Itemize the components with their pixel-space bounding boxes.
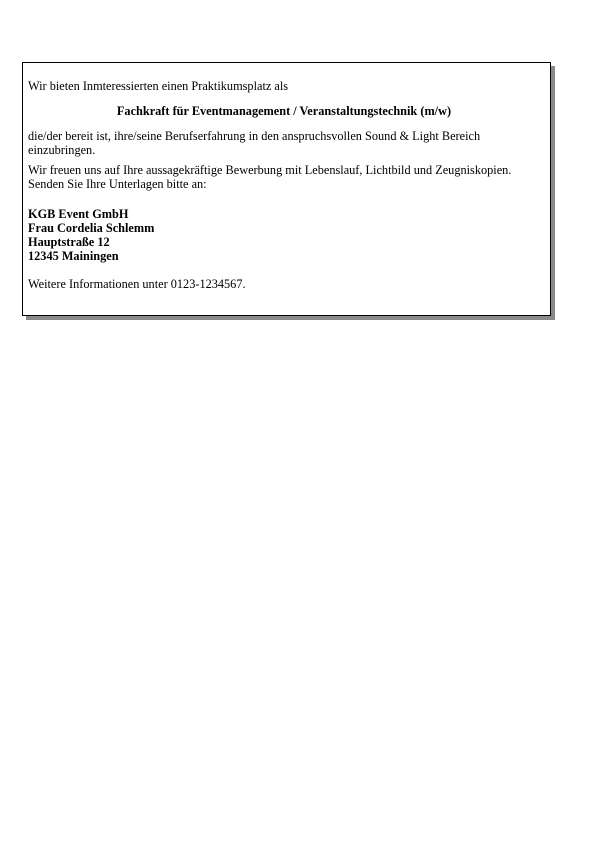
position-title: Fachkraft für Eventmanagement / Veranstaltungstechnik (m/w): [116, 104, 452, 118]
ad-intro-text: Wir bieten Inmteressierten einen Praktikumsplatz als: [28, 79, 289, 93]
more-info-text: Weitere Informationen unter 0123-1234567.: [28, 277, 246, 291]
address-block: [28, 207, 540, 263]
job-ad-box: [22, 62, 551, 316]
contact-person: Frau Cordelia Schlemm: [28, 221, 155, 235]
ad-paragraph-experience: die/der bereit ist, ihre/seine Berufserfahrung in den anspruchsvollen Sound & Light Bereich einzubringen.: [28, 129, 481, 157]
street-address: Hauptstraße 12: [28, 235, 110, 249]
company-name: KGB Event GmbH: [28, 207, 129, 221]
postal-city: 12345 Mainingen: [28, 249, 119, 263]
ad-paragraph-application: Wir freuen uns auf Ihre aussagekräftige Bewerbung mit Lebenslauf, Lichtbild und Zeugniskopien. Senden Sie Ihre Unterlagen bitte an:: [28, 163, 512, 191]
